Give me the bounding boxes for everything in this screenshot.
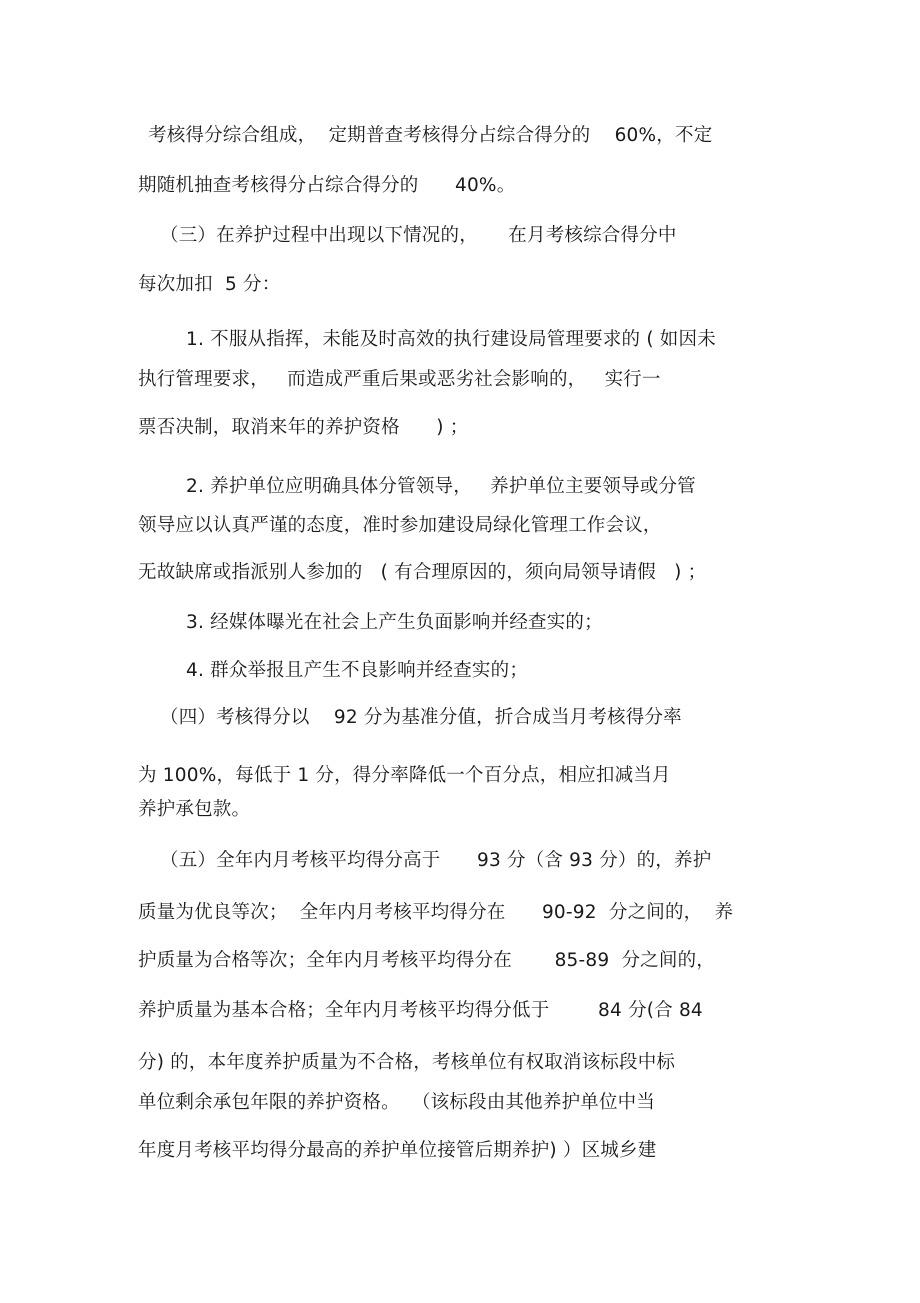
- text-line-5: 1. 不服从指挥，未能及时高效的执行建设局管理要求的 ( 如因未: [186, 329, 716, 350]
- text-line-17: 质量为优良等次； 全年内月考核平均得分在 90-92 分之间的， 养: [138, 902, 734, 923]
- text-line-18: 护质量为合格等次；全年内月考核平均得分在 85-89 分之间的，: [138, 950, 715, 971]
- text-line-11: 3. 经媒体曝光在社会上产生负面影响并经查实的；: [186, 612, 603, 633]
- text-line-2: 期随机抽查考核得分占综合得分的 40%。: [138, 175, 516, 196]
- text-line-7: 票否决制，取消来年的养护资格 ) ；: [138, 417, 469, 438]
- text-line-10: 无故缺席或指派别人参加的 ( 有合理原因的，须向局领导请假 ) ；: [138, 562, 707, 583]
- text-line-6: 执行管理要求， 而造成严重后果或恶劣社会影响的， 实行一: [138, 369, 661, 390]
- text-line-21: 单位剩余承包年限的养护资格。 （该标段由其他养护单位中当: [138, 1092, 656, 1113]
- text-line-16: （五）全年内月考核平均得分高于 93 分（含 93 分）的，养护: [160, 850, 712, 871]
- text-line-8: 2. 养护单位应明确具体分管领导， 养护单位主要领导或分管: [186, 476, 696, 497]
- text-line-19: 养护质量为基本合格；全年内月考核平均得分低于 84 分(合 84: [138, 1000, 703, 1021]
- text-line-15: 养护承包款。: [138, 799, 251, 820]
- text-line-1: 考核得分综合组成， 定期普查考核得分占综合得分的 60%，不定: [148, 125, 713, 146]
- text-line-12: 4. 群众举报且产生不良影响并经查实的；: [186, 660, 529, 681]
- text-line-20: 分) 的，本年度养护质量为不合格，考核单位有权取消该标段中标: [138, 1052, 676, 1073]
- text-line-22: 年度月考核平均得分最高的养护单位接管后期养护) ）区城乡建: [138, 1140, 657, 1161]
- text-line-4: 每次加扣 5 分：: [138, 274, 281, 295]
- text-line-13: （四）考核得分以 92 分为基准分值，折合成当月考核得分率: [160, 707, 682, 728]
- text-line-9: 领导应以认真严谨的态度，准时参加建设局绿化管理工作会议，: [138, 515, 662, 536]
- text-line-3: （三）在养护过程中出现以下情况的， 在月考核综合得分中: [160, 225, 677, 246]
- text-line-14: 为 100%，每低于 1 分，得分率降低一个百分点，相应扣减当月: [138, 765, 671, 786]
